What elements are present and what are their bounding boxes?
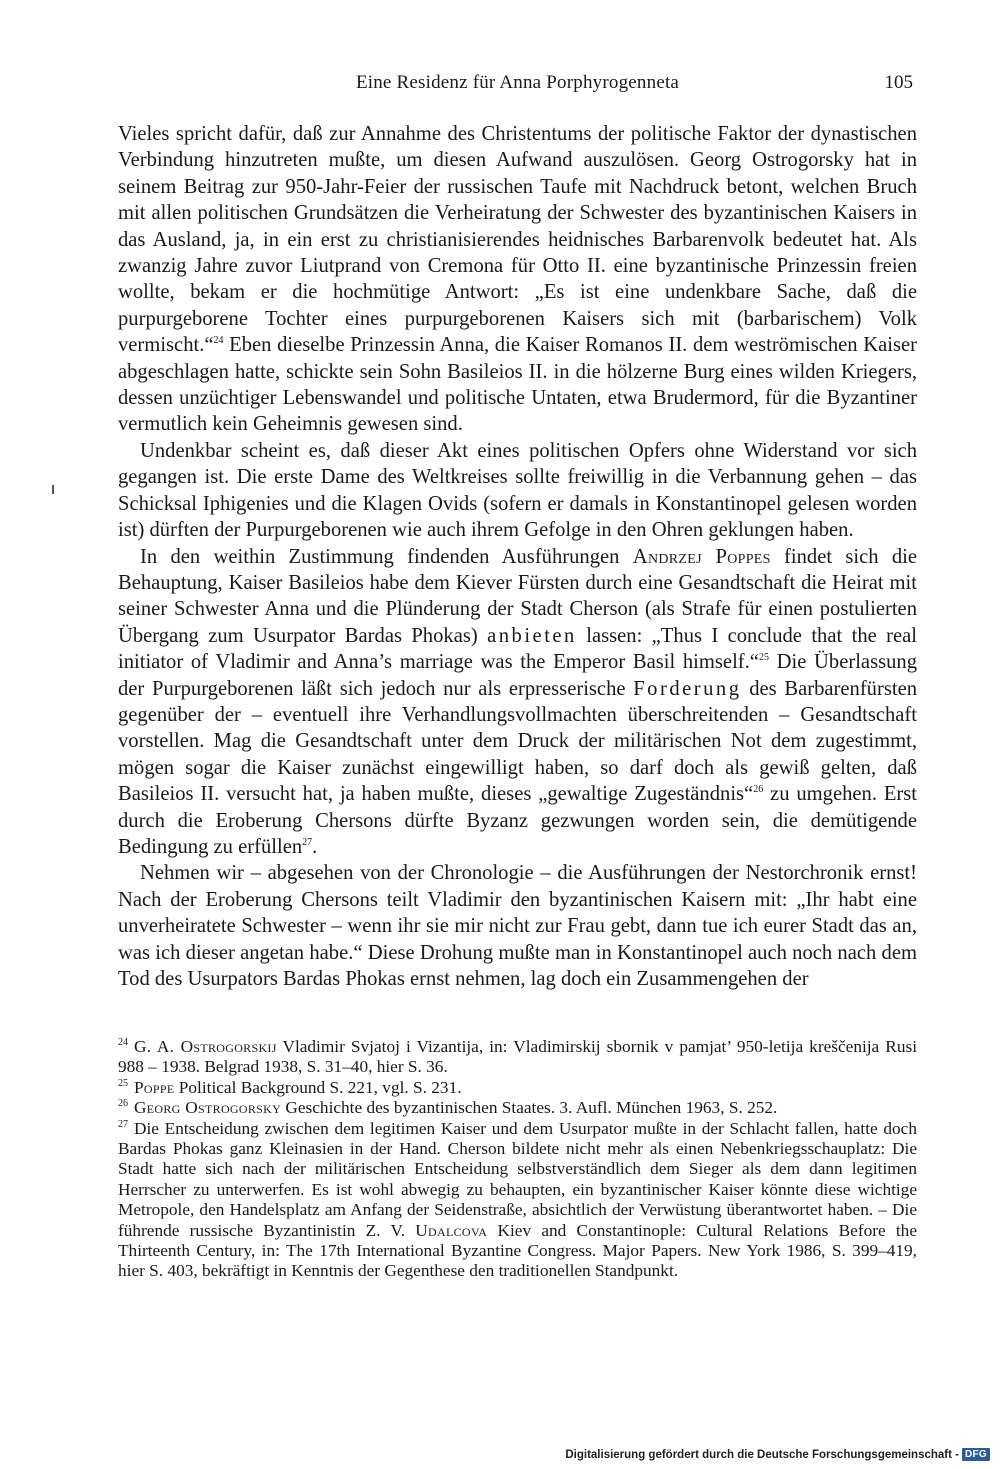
paragraph-3-text-b: findet sich die Behauptung, Kaiser Basileios habe dem Kiever Fürsten durch eine Gesandtschaft die Heirat mit seiner Schwester Anna und die Plünderung der Stadt Cherson (als Strafe für einen postulierten Übergang zum Usurpator Bardas Phokas) (118, 545, 918, 647)
footnote-text: Geschichte des byzantinischen Staates. 3. Aufl. München 1963, S. 252. (281, 1098, 778, 1118)
footnote-ref-25[interactable]: 25 (758, 652, 769, 664)
footnote-number: 24 (118, 1037, 128, 1049)
footnote-text-b: Kiev and Constantinople: Cultural Relations Before the Thirteenth Century, in: The 17th International Byzantine Congress. Major Papers. New York 1986, S. 399–419, hier S. 403, bekräftigt in Kenntnis der Gegenthese den traditionellen Standpunkt. (118, 1220, 917, 1281)
paragraph-3-text-f: zu umgehen. Erst durch die Eroberung Chersons dürfte Byzanz gezwungen worden sein, die demütigende Bedingung zu erfüllen (118, 783, 917, 858)
paragraph-1-text-a: Vieles spricht dafür, daß zur Annahme des Christentums der politische Faktor der dynastischen Verbindung hinzutreten mußte, um diesen Aufwand auszulösen. Georg Ostrogorsky hat in seinem Beitrag zur 950-Jahr-Feier der russischen Taufe mit Nachdruck betont, welchen Bruch mit allen politischen Grundsätzen die Verheiratung der Schwester des byzantinischen Kaisers in das Ausland, ja, in ein erst zu christianisierendes heidnisches Barbarenvolk bedeutet hat. Als zwanzig Jahre zuvor Liutprand von Cremona für Otto II. eine byzantinische Prinzessin freien wollte, bekam er die hochmütige Antwort: „Es ist eine undenkbare Sache, daß die purpurgeborene Tochter eines purpurgeborenen Kaisers sich mit (barbarischem) Volk vermischt.“ (118, 123, 917, 357)
footnote-number: 26 (118, 1098, 128, 1110)
footnote-text-a: Die Entscheidung zwischen dem legitimen Kaiser und dem Usurpator mußte in der Schlacht fallen, hatte doch Bardas Phokas ganz Kleinasien in der Hand. Cherson bildete nicht mehr als einen Nebenkriegsschauplatz: Die Stadt hatte sich nach der militärischen Entscheidung selbstverständlich dem Sieger als dem dann legitimen Herrscher zu unterwerfen. Es ist wohl abwegig zu behaupten, ein byzantinischer Kaiser könnte diese wichtige Metropole, den Handelsplatz am Anfang der Seidenstraße, absichtlich der Verwüstung überantwortet haben. – Die führende russische Byzantinistin Z. V. (118, 1118, 917, 1240)
footnote-author: Udalcova (415, 1220, 488, 1240)
paragraph-2: Undenkbar scheint es, daß dieser Akt eines politischen Opfers ohne Widerstand vor sich gegangen ist. Die erste Dame des Weltkreises sollte freiwillig in die Verbannung gehen – das Schicksal Iphigenies und die Klagen Ovids (sofern er damals in Konstantinopel gelesen worden ist) dürften der Purpurgeborenen wie auch ihrem Gefolge in den Ohren geklungen haben. (118, 439, 917, 542)
paragraph-3-text-e: des Barbarenfürsten gegenüber der – eventuell ihre Verhandlungsvollmachten überschreitenden – Gesandtschaft vorstellen. Mag die Gesandtschaft unter dem Druck der militärischen Not dem zugestimmt, mögen sogar die Kaiser zunächst eingewilligt haben, so darf doch als gewiß gelten, daß Basileios II. versucht hat, ja haben mußte, dieses „gewaltige Zugeständnis“ (118, 677, 918, 806)
page-number: 105 (884, 72, 913, 93)
running-header (120, 70, 915, 100)
footnote-24 (118, 1037, 917, 1078)
footnote-number: 25 (118, 1078, 128, 1090)
paragraph-4: Nehmen wir – abgesehen von der Chronologie – die Ausführungen der Nestorchronik ernst! Nach der Eroberung Chersons teilt Vladimir den byzantinischen Kaisern mit: „Ihr habt eine unverheiratete Schwester – wenn ihr sie mir nicht zur Frau gebt, dann tue ich eurer Stadt das an, was ich dieser angetan habe.“ Diese Drohung mußte man in Konstantinopel auch noch nach dem Tod des Usurpators Bardas Phokas ernst nehmen, lag doch ein Zusammengehen der (118, 862, 917, 990)
author-name-poppe: Andrzej Poppes (632, 545, 771, 568)
footnote-27 (118, 1119, 917, 1282)
footnote-25 (118, 1078, 917, 1098)
paragraph-1 (118, 121, 917, 438)
paragraph-3-text-c: lassen: „Thus I conclude that the real initiator of Vladimir and Anna’s marriage was the Emperor Basil himself.“ (118, 624, 917, 674)
spaced-emphasis-forderung: Forderung (633, 677, 742, 700)
paragraph-3-text-d: Die Überlassung der Purpurgeborenen läßt sich jedoch nur als erpresserische (118, 651, 917, 700)
footnote-author: G. A. Ostrogorskij (134, 1037, 277, 1056)
dfg-logo: DFG (962, 1448, 990, 1461)
footnotes (118, 1037, 917, 1282)
footnote-author: Georg Ostrogorsky (134, 1098, 282, 1118)
running-title: Eine Residenz für Anna Porphyrogenneta (355, 72, 680, 93)
body-text (118, 121, 917, 992)
footnote-text: Vladimir Svjatoj i Vizantija, in: Vladimirskij sbornik v pamjat’ 950-letija kreščenija Rusi 988 – 1938. Belgrad 1938, S. 31–40, hier S. 36. (118, 1037, 917, 1077)
footnote-ref-27[interactable]: 27 (302, 837, 313, 849)
paragraph-1-text-b: Eben dieselbe Prinzessin Anna, die Kaiser Romanos II. dem weströmischen Kaiser abgeschlagen hatte, schickte sein Sohn Basileios II. in die hölzerne Burg eines wilden Kriegers, dessen unzüchtiger Lebenswandel und politische Untaten, etwa Brudermord, für die Byzantiner vermutlich kein Geheimnis gewesen sind. (118, 334, 917, 436)
paragraph-3-text-g: . (312, 835, 318, 858)
paragraph-3 (118, 544, 917, 861)
footnote-text: Political Background S. 221, vgl. S. 231. (174, 1077, 462, 1097)
footnote-ref-24[interactable]: 24 (213, 335, 224, 347)
paragraph-3-text-a: In den weithin Zustimmung findenden Ausführungen (140, 545, 633, 568)
funding-note (565, 1448, 990, 1461)
footnote-author: Poppe (134, 1077, 175, 1097)
footnote-ref-26[interactable]: 26 (753, 784, 764, 796)
spaced-emphasis-anbieten: anbieten (487, 624, 577, 647)
footnote-number: 27 (118, 1118, 128, 1130)
footnote-26 (118, 1098, 917, 1118)
funding-note-text: Digitalisierung gefördert durch die Deutsche Forschungsgemeinschaft - (565, 1448, 959, 1461)
margin-mark (52, 485, 54, 494)
